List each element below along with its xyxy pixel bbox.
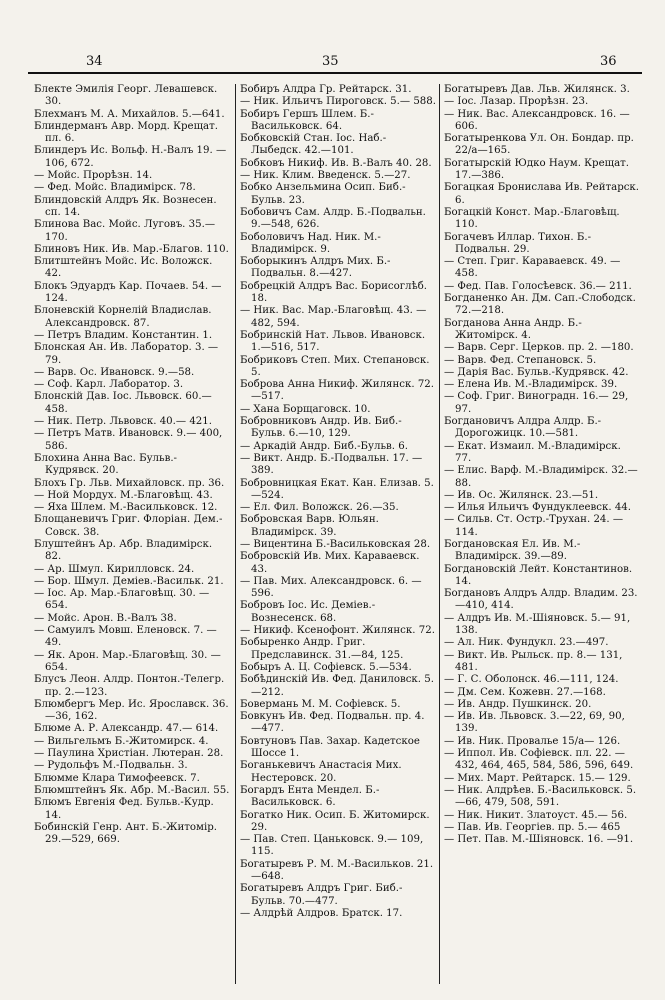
directory-entry: — Ив. Ник. Провалье 15/а— 126.	[444, 735, 621, 747]
directory-entry: Блинова Вас. Мойс. Луговъ. 35.—170.	[34, 219, 216, 243]
directory-entry: — Варв. Серг. Церков. пр. 2. —180.	[444, 342, 634, 354]
page-numbers	[0, 54, 665, 72]
directory-entry: — Никиф. Ксенофонт. Жилянск. 72.	[240, 625, 435, 637]
directory-entry: Блуштейнъ Ар. Абр. Владимірск. 82.	[34, 538, 213, 563]
directory-entry: — Ал. Ник. Фундукл. 23.—497.	[444, 637, 609, 649]
directory-entry: Бовтуновъ Пав. Захар. Кадетское Шоссе 1.	[240, 735, 420, 760]
directory-entry: Богатыревъ Дав. Льв. Жилянск. 3.	[444, 84, 630, 95]
directory-entry: Бобыренко Андр. Григ. Предславинск. 31.—84, 125.	[240, 637, 404, 661]
directory-entry: Блиндовскій Алдръ Як. Вознесен. сп. 14.	[34, 194, 217, 218]
directory-entry: — Ник. Вас. Александровск. 16. —606.	[444, 108, 630, 132]
directory-entry: Бобровскій Ив. Мих. Караваевск. 43.	[240, 551, 420, 575]
directory-entry: Блюмбергъ Мер. Ис. Ярославск. 36.—36, 162.	[34, 698, 229, 723]
directory-entry: — Пав. Степ. Цаньковск. 9.— 109, 115.	[240, 834, 424, 858]
directory-entry: Бобинскій Генр. Ант. Б.-Житомір. 29.—529, 669.	[34, 821, 217, 846]
directory-entry: Бобринскій Нат. Львов. Ивановск. 1.—516, 517.	[240, 329, 426, 354]
directory-entry: — Ив. Ив. Львовск. 3.—22, 69, 90, 139.	[444, 711, 625, 735]
directory-entry: — Степ. Григ. Караваевск. 49. —458.	[444, 256, 621, 280]
directory-entry: — Викт. Андр. Б.-Подвальн. 17. —389.	[240, 452, 423, 477]
directory-entry: — Пав. Мих. Александровск. 6. —596.	[240, 575, 422, 600]
directory-entry: — Ник. Ильичъ Пироговск. 5.— 588.	[240, 96, 436, 108]
directory-entry: Богачевъ Иллар. Тихон. Б.-Подвальн. 29.	[444, 231, 592, 255]
directory-entry: Богатыревъ Р. М. М.-Васильков. 21.—648.	[240, 858, 434, 882]
directory-entry: — Вицентина Б.-Васильковская 28.	[240, 538, 431, 550]
directory-entry: — Варв. Ос. Ивановск. 9.—58.	[34, 366, 195, 378]
directory-entry: — Екат. Измаил. М.-Владимірск. 77.	[444, 440, 621, 464]
directory-entry: — Мойс. Прорѣзн. 14.	[34, 170, 153, 182]
directory-entry: — Як. Арон. Мар.-Благовѣщ. 30. —654.	[34, 649, 221, 673]
directory-entry: — Алдръ Ив. М.-Шіяновск. 5.— 91, 138.	[444, 612, 631, 637]
directory-entry: — Дарія Вас. Бульв.-Кудрявск. 42.	[444, 366, 629, 378]
directory-entry: Бобровниковъ Андр. Ив. Биб.-Бульв. 6.—10, 129.	[240, 416, 402, 440]
directory-entry: Блекте Эмилія Георг. Левашевск. 30.	[34, 84, 218, 108]
directory-entry: — Фед. Мойс. Владимірск. 78.	[34, 182, 196, 194]
directory-entry: — Варв. Фед. Степановск. 5.	[444, 354, 597, 366]
directory-entry: — Пав. Ив. Георгіев. пр. 5.— 465	[444, 821, 621, 833]
directory-entry: Блиндеръ Ис. Вольф. Н.-Валъ 19. —106, 672.	[34, 145, 227, 169]
directory-entry: Блонская Ан. Ив. Лаборатор. 3. —79.	[34, 342, 219, 366]
directory-entry: Бобѣдинскій Ив. Фед. Даниловск. 5.—212.	[240, 674, 434, 698]
directory-entry: — Алдрѣй Алдров. Братск. 17.	[240, 907, 403, 919]
directory-entry: Бобко Анзельмина Осип. Биб.-Бульв. 23.	[240, 182, 406, 206]
column-divider	[235, 84, 236, 984]
directory-entry: Богардъ Ента Мендел. Б.-Васильковск. 6.	[240, 784, 380, 809]
directory-entry: Бобровская Варв. Юльян. Владимірск. 39.	[240, 514, 379, 538]
directory-entry: — Мойс. Арон. В.-Валъ 38.	[34, 612, 177, 624]
directory-entry: — Ник. Никит. Златоуст. 45.— 56.	[444, 809, 628, 821]
directory-entry: Богатыревъ Алдръ Григ. Биб.-Бульв. 70.—477.	[240, 883, 403, 907]
directory-entry: Блехманъ М. А. Михайлов. 5.—641.	[34, 108, 225, 120]
directory-entry: — Ник. Клим. Введенск. 5.—27.	[240, 170, 411, 182]
directory-entry: Бобковъ Никиф. Ив. В.-Валъ 40. 28.	[240, 157, 432, 169]
directory-entry: Блохина Анна Вас. Бульв.-Кудрявск. 20.	[34, 452, 177, 477]
directory-entry: — Ник. Вас. Мар.-Благовѣщ. 43. —482, 594.	[240, 305, 427, 329]
directory-entry: — Ной Мордух. М.-Благовѣщ. 43.	[34, 489, 213, 501]
directory-entry: — Елис. Варф. М.-Владимірск. 32.—88.	[444, 465, 638, 489]
page-number-right: 36	[600, 54, 617, 69]
directory-entry: — Хана Борщаговск. 10.	[240, 403, 371, 415]
directory-entry: Блюмъ Евгенія Фед. Бульв.-Кудр. 14.	[34, 797, 214, 821]
directory-entry: — Ар. Шмул. Кирилловск. 24.	[34, 563, 195, 575]
directory-entry: Боброва Анна Никиф. Жилянск. 72.—517.	[240, 379, 435, 403]
directory-entry: Бобровницкая Екат. Кан. Елизав. 5.—524.	[240, 477, 434, 501]
directory-entry: Блусъ Леон. Алдр. Понтон.-Телегр. пр. 2.—123.	[34, 674, 225, 698]
directory-entry: Бобиръ Гершъ Шлем. Б.-Васильковск. 64.	[240, 108, 374, 132]
directory-entry: Бобриковъ Степ. Мих. Степановск. 5.	[240, 354, 430, 378]
directory-entry: Бобрецкій Алдръ Вас. Борисоглѣб. 18.	[240, 280, 428, 305]
directory-entry: — Ив. Андр. Пушкинск. 20.	[444, 698, 592, 710]
directory-entry: — Рудольфъ М.-Подвальн. 3.	[34, 760, 188, 772]
directory-entry: — Паулина Христіан. Лютеран. 28.	[34, 748, 224, 760]
directory-entry: — Г. С. Оболонск. 46.—111, 124.	[444, 674, 619, 686]
directory-entry: Блюме А. Р. Александр. 47.— 614.	[34, 723, 219, 735]
directory-entry: — Соф. Григ. Виноградн. 16.— 29, 97.	[444, 391, 629, 415]
directory-columns	[34, 84, 638, 984]
directory-entry: Богдановичъ Алдра Алдр. Б.-Дорогожицк. 10.—581.	[444, 416, 602, 440]
directory-entry: Бобыръ А. Ц. Софіевск. 5.—534.	[240, 661, 412, 673]
directory-entry: Блюмме Клара Тимофеевск. 7.	[34, 772, 200, 784]
directory-column-3	[444, 84, 640, 989]
directory-entry: — Петръ Владим. Константин. 1.	[34, 329, 213, 341]
directory-entry: Богатыренкова Ул. Он. Бондар. пр. 22/а—165.	[444, 133, 634, 157]
directory-entry: — Ив. Ос. Жилянск. 23.—51.	[444, 489, 599, 501]
directory-entry: Богатырскій Юдко Наум. Крещат. 17.—386.	[444, 157, 630, 182]
page-number-middle: 35	[322, 54, 339, 69]
directory-entry: — Елена Ив. М.-Владимірск. 39.	[444, 379, 618, 391]
directory-entry: Бовермань М. М. Софіевск. 5.	[240, 698, 401, 710]
directory-entry: — Іос. Лазар. Прорѣзн. 23.	[444, 96, 589, 108]
directory-entry: — Дм. Сем. Кожевн. 27.—168.	[444, 686, 606, 698]
directory-entry: — Бор. Шмул. Деміев.-Васильк. 21.	[34, 575, 224, 587]
directory-entry: — Соф. Карл. Лаборатор. 3.	[34, 379, 184, 391]
directory-entry: Бобовичъ Сам. Алдр. Б.-Подвальн. 9.—548, 626.	[240, 206, 426, 231]
directory-column-2	[240, 84, 436, 989]
directory-entry: — Яха Шлем. М.-Васильковск. 12.	[34, 502, 218, 514]
directory-entry: Блитштейнъ Мойс. Ис. Воложск. 42.	[34, 256, 213, 280]
directory-entry: Блиндерманъ Авр. Морд. Крещат. пл. 6.	[34, 120, 219, 145]
directory-entry: Блощаневичъ Григ. Флоріан. Дем.-Совск. 38.	[34, 514, 223, 538]
directory-entry: — Ел. Фил. Воложск. 26.—35.	[240, 502, 399, 514]
directory-entry: Богдановъ Алдръ Алдр. Владим. 23.—410, 414.	[444, 588, 638, 612]
directory-entry: Блокъ Эдуардъ Кар. Почаев. 54. —124.	[34, 280, 222, 305]
directory-entry: — Иппол. Ив. Софіевск. пл. 22. —432, 464, 465, 584, 586, 596, 649.	[444, 748, 634, 772]
directory-entry: Богацкая Бронислава Ив. Рейтарск. 6.	[444, 182, 640, 206]
directory-entry: Бобковскій Стан. Іос. Наб.-Лыбедск. 42.—101.	[240, 133, 387, 157]
directory-entry: Богдановская Ел. Ив. М.-Владимірск. 39.—89.	[444, 538, 581, 563]
page-number-left: 34	[86, 54, 103, 69]
directory-entry: Бобиръ Алдра Гр. Рейтарск. 31.	[240, 84, 412, 95]
directory-entry: Боборыкинъ Алдръ Мих. Б.-Подвальн. 8.—427.	[240, 256, 391, 280]
directory-entry: — Пет. Пав. М.-Шіяновск. 16. —91.	[444, 834, 634, 846]
directory-entry: Богацкій Конст. Мар.-Благовѣщ. 110.	[444, 206, 620, 231]
header-rule	[28, 72, 642, 74]
directory-entry: Богданенко Ан. Дм. Сап.-Слободск. 72.—218.	[444, 293, 636, 317]
directory-entry: Богатко Ник. Осип. Б. Житомирск. 29.	[240, 809, 430, 833]
directory-entry: Блонскій Дав. Іос. Львовск. 60.— 458.	[34, 391, 212, 415]
directory-entry: — Викт. Ив. Рыльск. пр. 8.— 131, 481.	[444, 649, 623, 673]
directory-column-1	[34, 84, 230, 989]
directory-entry: Богдановскій Лейт. Константинов. 14.	[444, 563, 633, 587]
directory-entry: Блохъ Гр. Льв. Михайловск. пр. 36.	[34, 477, 225, 489]
directory-entry: — Фед. Пав. Голосѣевск. 36.— 211.	[444, 280, 632, 292]
directory-entry: Бовкунъ Ив. Фед. Подвальн. пр. 4. —477.	[240, 711, 425, 735]
directory-entry: — Илья Ильичъ Фундуклеевск. 44.	[444, 502, 632, 514]
directory-entry: Богданова Анна Андр. Б.-Житомірск. 4.	[444, 317, 582, 341]
directory-entry: — Вильгельмъ Б.-Житомирск. 4.	[34, 735, 209, 747]
directory-entry: — Самуилъ Мовш. Еленовск. 7. —49.	[34, 625, 217, 649]
directory-entry: — Мих. Март. Рейтарск. 15.— 129.	[444, 772, 631, 784]
directory-entry: Боболовичъ Над. Ник. М.-Владимірск. 9.	[240, 231, 381, 255]
directory-entry: Блиновъ Ник. Ив. Мар.-Благов. 110.	[34, 243, 229, 255]
directory-entry: — Аркадій Андр. Биб.-Бульв. 6.	[240, 440, 408, 452]
directory-entry: — Ник. Алдрѣев. Б.-Васильковск. 5.—66, 479, 508, 591.	[444, 784, 637, 809]
column-divider	[439, 84, 440, 984]
directory-entry: — Ник. Петр. Львовск. 40.— 421.	[34, 416, 213, 428]
directory-entry: — Сильв. Ст. Остр.-Трухан. 24. —114.	[444, 514, 624, 538]
directory-entry: Бобровъ Іос. Ис. Деміев.-Вознесенск. 68.	[240, 600, 376, 624]
directory-entry: Блоневскій Корнелій Владислав. Александровск. 87.	[34, 305, 212, 329]
directory-entry: — Іос. Ар. Мар.-Благовѣщ. 30. —654.	[34, 588, 210, 612]
directory-entry: Блюмштейнъ Як. Абр. М.-Васил. 55.	[34, 784, 230, 796]
directory-entry: — Петръ Матв. Ивановск. 9.— 400, 586.	[34, 428, 223, 452]
directory-entry: Боганькевичъ Анастасія Мих. Нестеровск. 20.	[240, 760, 402, 784]
